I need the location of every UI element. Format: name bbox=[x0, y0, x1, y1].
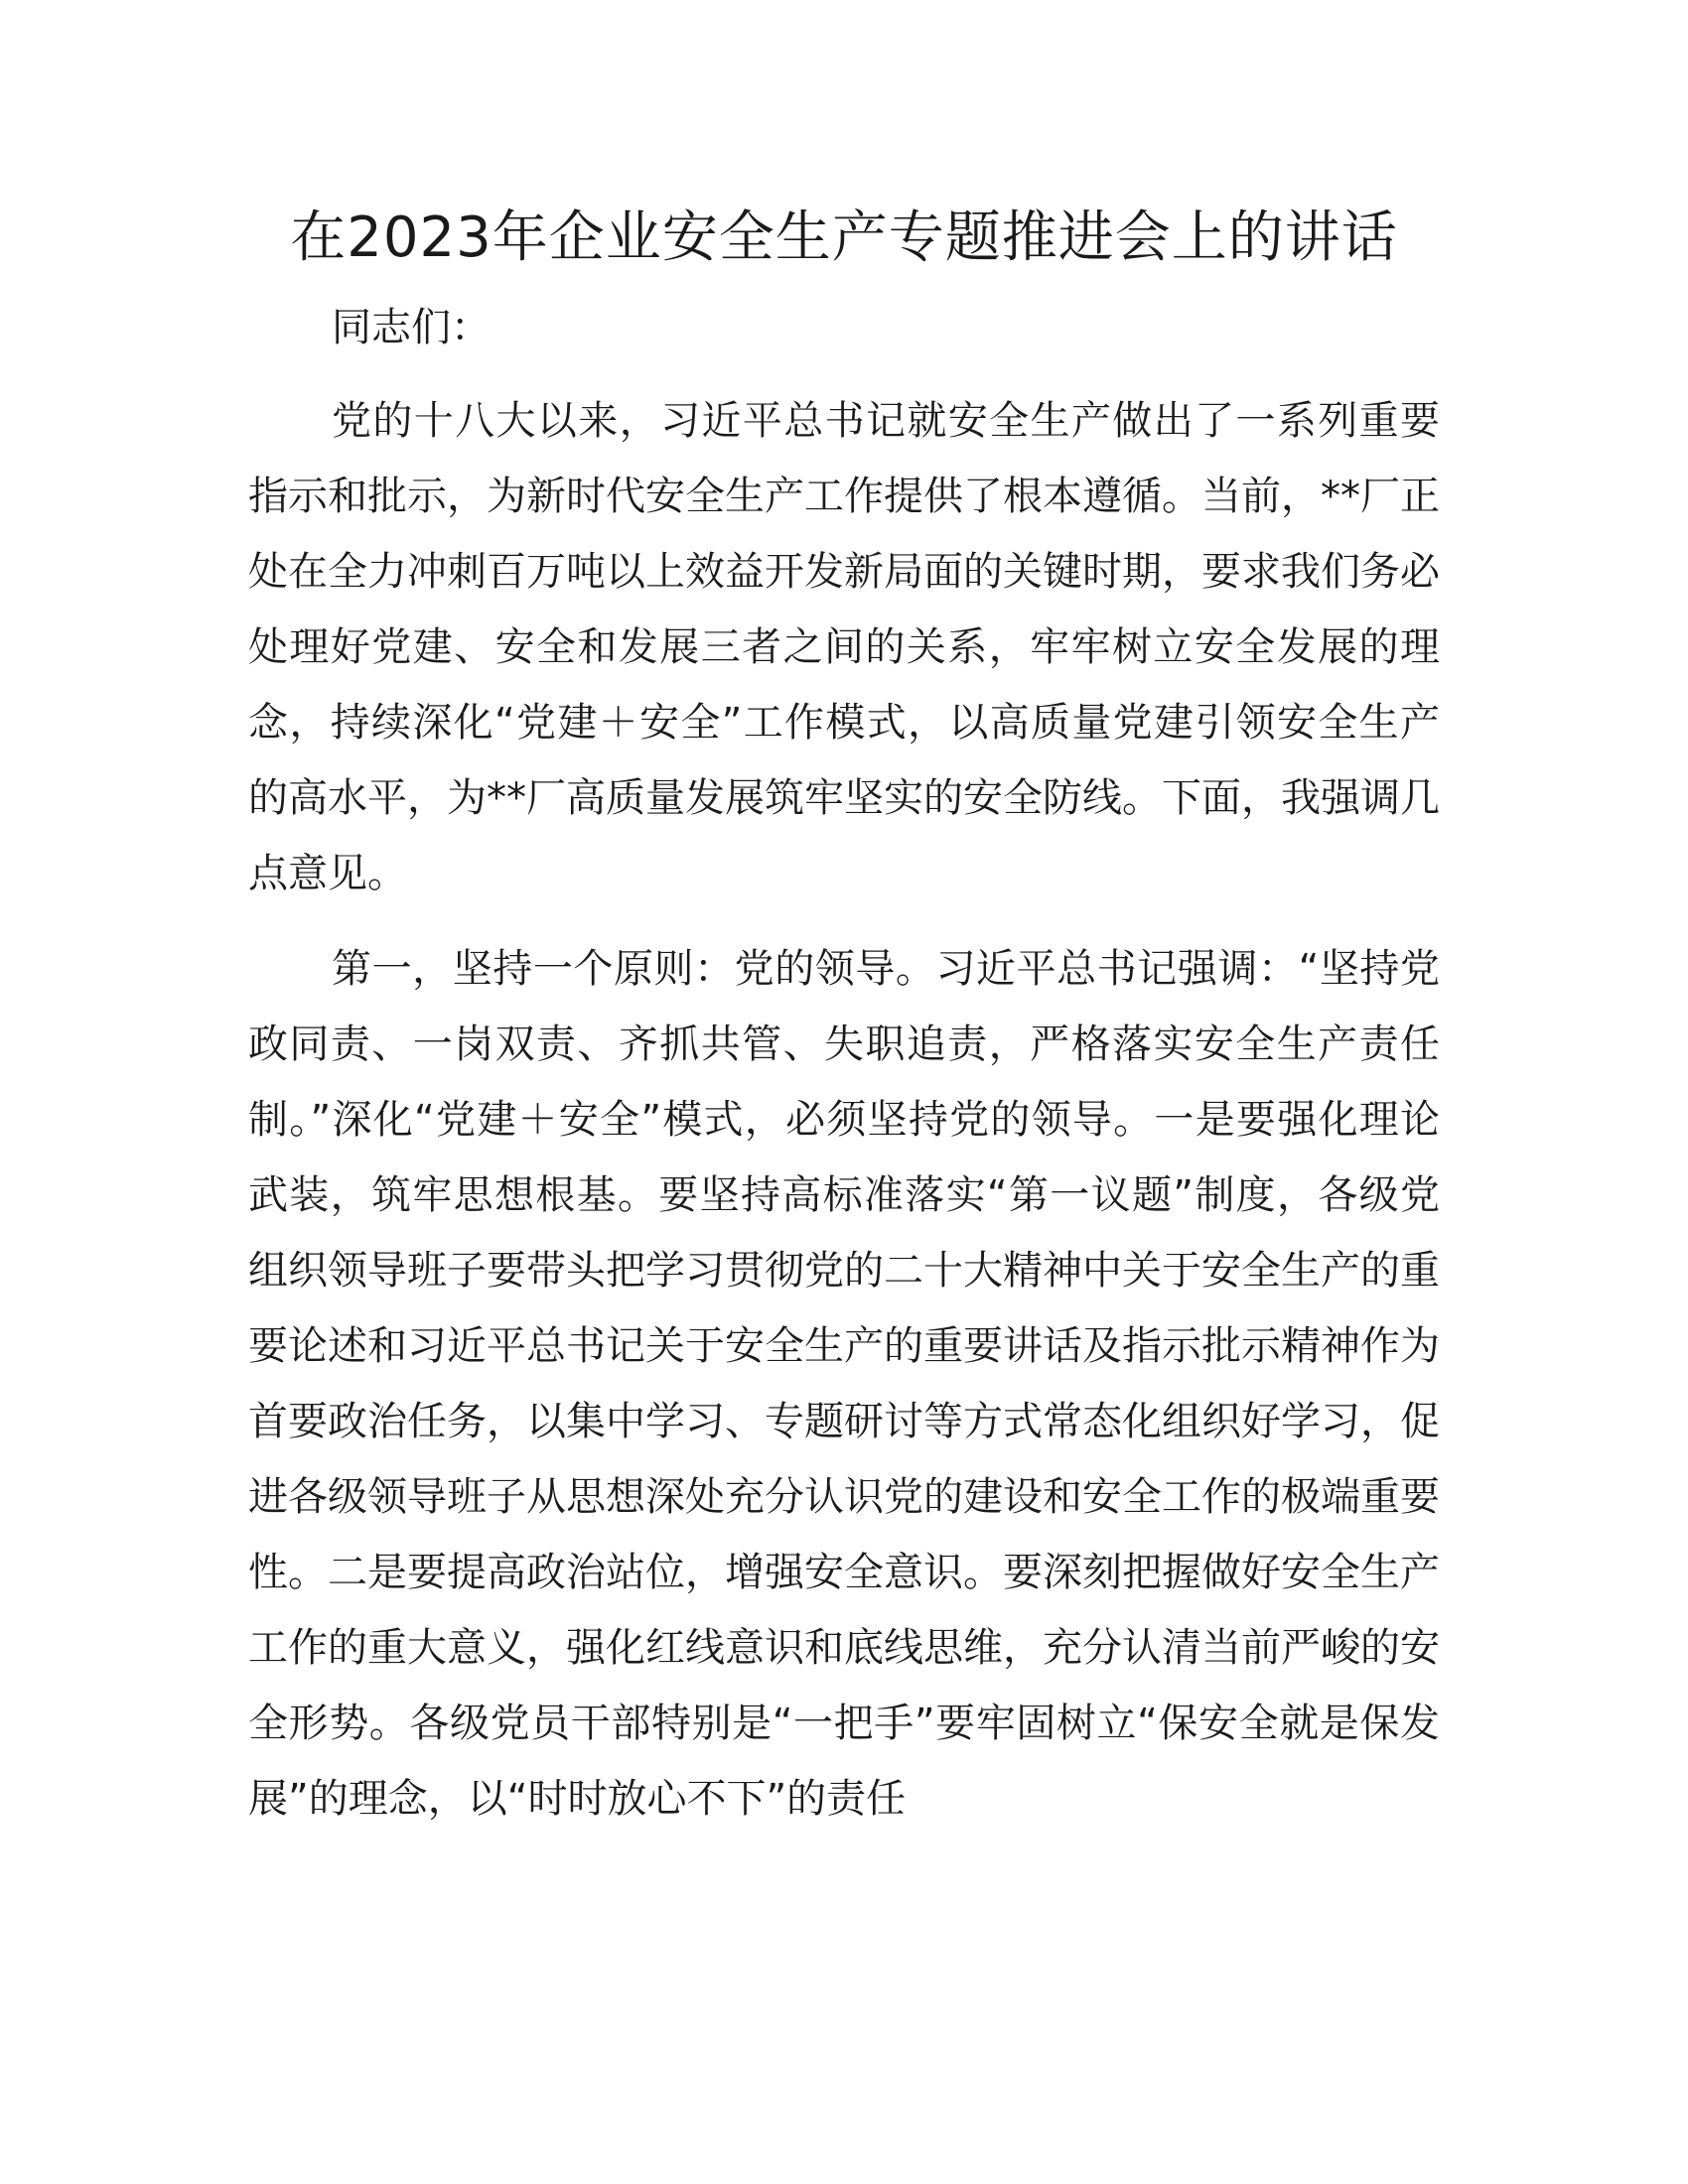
document-page bbox=[248, 199, 1440, 1837]
document-title: 在2023年企业安全生产专题推进会上的讲话 bbox=[290, 205, 1398, 270]
salutation: 同志们： bbox=[332, 305, 491, 350]
paragraph-first-principle: 第一，坚持一个原则：党的领导。习近平总书记强调：“坚持党政同责、一岗双责、齐抓共管、失职追责，严格落实安全生产责任制。”深化“党建＋安全”模式，必须坚持党的领导。一是要强化理论武装，筑牢思想根基。要坚持高标准落实“第一议题”制度，各级党组织领导班子要带头把学习贯彻党的二十大精神中关于安全生产的重要论述和习近平总书记关于安全生产的重要讲话及指示批示精神作为首要政治任务，以集中学习、专题研讨等方式常态化组织好学习，促进各级领导班子从思想深处充分认识党的建设和安全工作的极端重要性。二是要提高政治站位，增强安全意识。要深刻把握做好安全生产工作的重大意义，强化红线意识和底线思维，充分认清当前严峻的安全形势。各级党员干部特别是“一把手”要牢固树立“保安全就是保发展”的理念，以“时时放心不下”的责任 bbox=[248, 946, 1440, 1822]
paragraph-intro: 党的十八大以来，习近平总书记就安全生产做出了一系列重要指示和批示，为新时代安全生产工作提供了根本遵循。当前，**厂正处在全力冲刺百万吨以上效益开发新局面的关键时期，要求我们务必处理好党建、安全和发展三者之间的关系，牢牢树立安全发展的理念，持续深化“党建＋安全”工作模式，以高质量党建引领安全生产的高水平，为**厂高质量发展筑牢坚实的安全防线。下面，我强调几点意见。 bbox=[248, 398, 1440, 896]
